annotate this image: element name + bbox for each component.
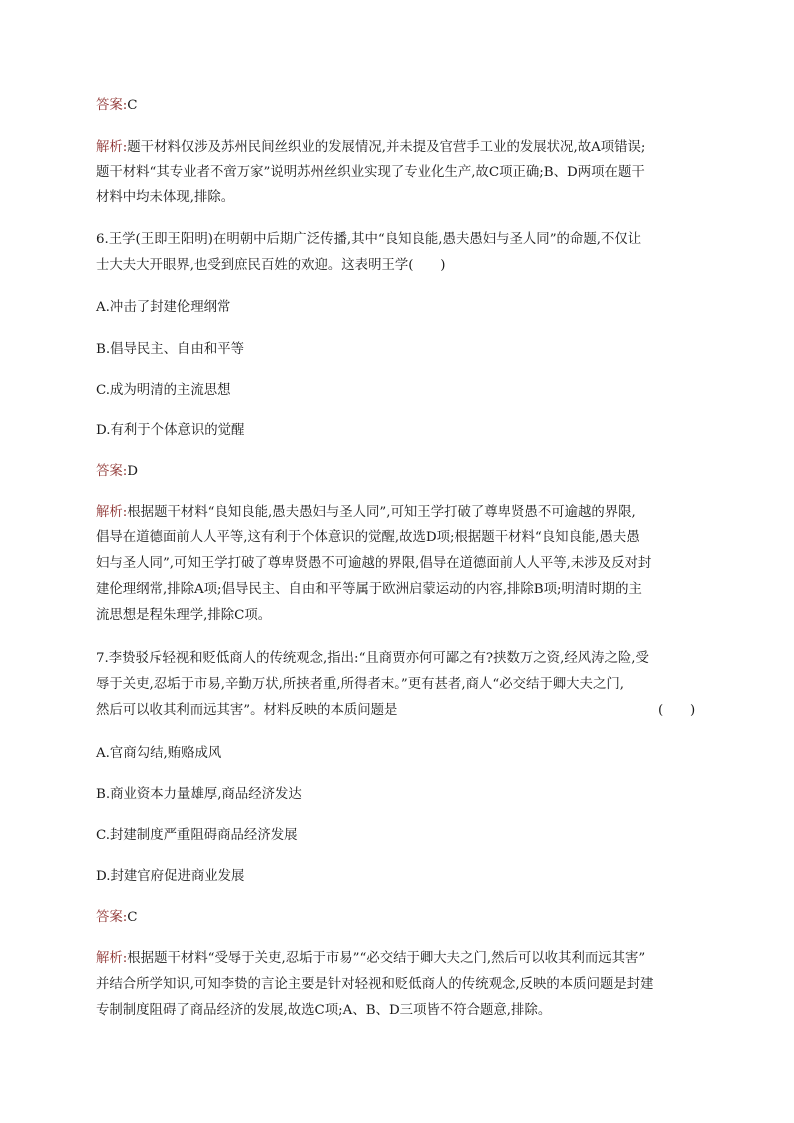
q6-analysis-line-1 <box>96 503 636 523</box>
q6-analysis-line-3: 妇与圣人同”,可知王学打破了尊卑贤愚不可逾越的界限,倡导在道德面前人人平等,未涉及反对封 <box>96 556 652 571</box>
q7-option-d: D.封建官府促进商业发展 <box>96 869 245 884</box>
q7-option-c: C.封建制度严重阻碍商品经济发展 <box>96 828 298 843</box>
q6-option-d: D.有利于个体意识的觉醒 <box>96 423 245 438</box>
q6-analysis-line-4: 建伦理纲常,排除A项;倡导民主、自由和平等属于欧洲启蒙运动的内容,排除B项;明清时期的主 <box>96 582 642 597</box>
answer-value: D <box>127 464 139 479</box>
q6-option-c: C.成为明清的主流思想 <box>96 383 231 398</box>
q7-stem-line-2: 辱于关吏,忍垢于市易,辛勤万状,所挟者重,所得者末。”更有甚者,商人“必交结于卿大夫之门, <box>96 677 624 692</box>
q7-stem-line-1: 7.李贽驳斥轻视和贬低商人的传统观念,指出:“且商贾亦何可鄙之有?挟数万之资,经风涛之险,受 <box>96 651 649 666</box>
answer-value: C <box>127 910 138 925</box>
q5-analysis-line-3: 材料中均未体现,排除。 <box>96 190 235 205</box>
analysis-label: 解析: <box>96 505 128 520</box>
q7-option-b: B.商业资本力量雄厚,商品经济发达 <box>96 787 302 802</box>
q7-analysis-line-1 <box>96 949 645 969</box>
answer-label: 答案: <box>96 910 128 925</box>
q6-option-a: A.冲击了封建伦理纲常 <box>96 300 231 315</box>
analysis-text: 根据题干材料“受辱于关吏,忍垢于市易”“必交结于卿大夫之门,然后可以收其利而远其害” <box>127 951 646 966</box>
answer-value: C <box>127 98 138 113</box>
q6-option-b: B.倡导民主、自由和平等 <box>96 342 245 357</box>
q7-answer-blank: ( ) <box>658 703 696 718</box>
q6-answer <box>96 462 138 482</box>
q7-analysis-line-3: 专制制度阻碍了商品经济的发展,故选C项;A、B、D三项皆不符合题意,排除。 <box>96 1003 552 1018</box>
analysis-label: 解析: <box>96 140 128 155</box>
q6-stem-line-1: 6.王学(王即王阳明)在明朝中后期广泛传播,其中“良知良能,愚夫愚妇与圣人同”的命题,不仅让 <box>96 232 642 247</box>
q5-analysis-line-1 <box>96 138 645 158</box>
q6-analysis-line-2: 倡导在道德面前人人平等,这有利于个体意识的觉醒,故选D项;根据题干材料“良知良能,愚夫愚 <box>96 530 640 545</box>
q6-stem-line-2: 士大夫大开眼界,也受到庶民百姓的欢迎。这表明王学( ) <box>96 258 446 273</box>
analysis-label: 解析: <box>96 951 128 966</box>
q5-analysis-line-2: 题干材料“其专业者不啻万家”说明苏州丝织业实现了专业化生产,故C项正确;B、D两项在题干 <box>96 165 645 180</box>
q5-answer <box>96 96 138 116</box>
answer-label: 答案: <box>96 464 128 479</box>
answer-label: 答案: <box>96 98 128 113</box>
q7-stem-line-3: 然后可以收其利而远其害”。材料反映的本质问题是 <box>96 703 398 718</box>
analysis-text: 题干材料仅涉及苏州民间丝织业的发展情况,并未提及官营手工业的发展状况,故A项错误; <box>127 140 646 155</box>
q7-option-a: A.官商勾结,贿赂成风 <box>96 746 222 761</box>
document-page <box>96 0 712 1123</box>
q7-answer <box>96 908 138 928</box>
analysis-text: 根据题干材料“良知良能,愚夫愚妇与圣人同”,可知王学打破了尊卑贤愚不可逾越的界限, <box>127 505 636 520</box>
q7-analysis-line-2: 并结合所学知识,可知李贽的言论主要是针对轻视和贬低商人的传统观念,反映的本质问题是封建 <box>96 977 654 992</box>
q6-analysis-line-5: 流思想是程朱理学,排除C项。 <box>96 608 272 623</box>
